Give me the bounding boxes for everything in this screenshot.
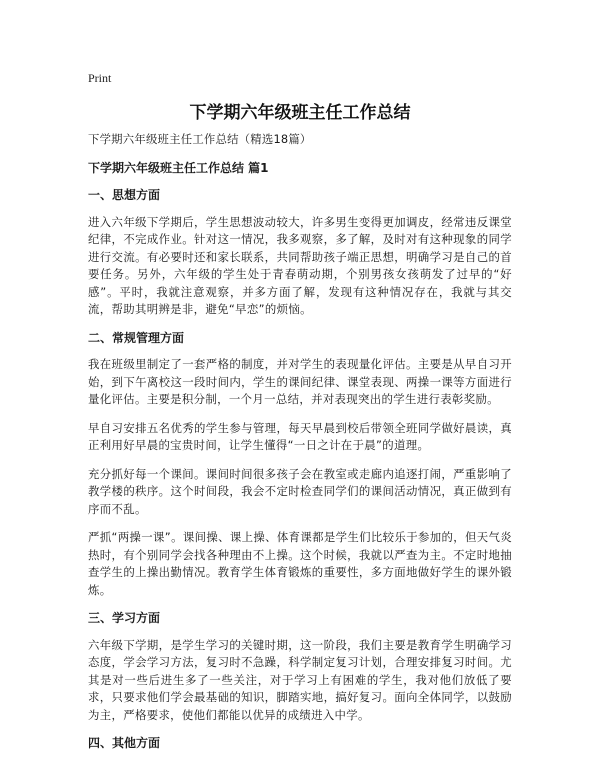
paragraph: 六年级下学期，是学生学习的关键时期，这一阶段，我们主要是教育学生明确学习态度，学会学习方法，复习时不急躁，科学制定复习计划，合理安排复习时间。尤其是对一些后进生多了一些关注，对于学习上有困难的学生，我对他们放低了要求，只要求他们学会最基础的知识，脚踏实地，搞好复习。面向全体同学，以鼓励为主，严格要求，使他们都能以优异的成绩进入中学。 bbox=[88, 637, 512, 722]
article-subtitle: 下学期六年级班主任工作总结（精选18篇） bbox=[88, 132, 312, 146]
section-heading: 四、其他方面 bbox=[88, 736, 161, 750]
paragraph: 进入六年级下学期后，学生思想波动较大，许多男生变得更加调皮，经常违反课堂纪律，不完成作业。针对这一情况，我多观察，多了解，及时对有这种现象的同学进行交流。有必要时还和家长联系，共同帮助孩子端正思想，明确学习是自己的首要任务。另外，六年级的学生处于青春萌动期，个别男孩女孩萌发了过早的“好感”。平时，我就注意观察，并多方面了解，发现有这种情况存在，我就与其交流，帮助其明辨是非，避免“早恋”的烦恼。 bbox=[88, 214, 512, 316]
page-title: 下学期六年级班主任工作总结 bbox=[189, 103, 411, 123]
paragraph: 严抓“两操一课”。课间操、课上操、体育课都是学生们比较乐于参加的，但天气炎热时，有个别同学会找各种理由不上操。这个时候，我就以严查为主。不定时地抽查学生的上操出勤情况。教育学生体育锻炼的重要性，多方面地做好学生的课外锻炼。 bbox=[88, 530, 512, 597]
section-heading: 二、常规管理方面 bbox=[88, 330, 185, 345]
section-routine-management bbox=[88, 330, 512, 600]
section-other bbox=[88, 735, 512, 753]
paragraph: 早自习安排五名优秀的学生参与管理，每天早晨到校后带领全班同学做好晨读，真正利用好早晨的宝贵时间，让学生懂得“一日之计在于晨”的道理。 bbox=[88, 420, 512, 452]
section-heading: 一、思想方面 bbox=[88, 188, 161, 202]
part-heading: 下学期六年级班主任工作总结 篇1 bbox=[88, 160, 269, 175]
paragraph: 我在班级里制定了一套严格的制度，并对学生的表现量化评估。主要是从早自习开始，到下午离校这一段时间内，学生的课间纪律、课堂表现、两操一课等方面进行量化评估。主要是积分制，一个月一总结，并对表现突出的学生进行表彰奖励。 bbox=[88, 357, 512, 406]
article-body bbox=[88, 131, 512, 762]
section-study bbox=[88, 610, 512, 724]
section-heading: 三、学习方面 bbox=[88, 611, 161, 625]
print-link[interactable]: Print bbox=[88, 71, 112, 85]
paragraph: 充分抓好每一个课间。课间时间很多孩子会在教室或走廊内追逐打闹，严重影响了教学楼的秩序。这个时间段，我会不定时检查同学们的课间活动情况，真正做到有序而不乱。 bbox=[88, 466, 512, 516]
section-thought bbox=[88, 187, 512, 319]
